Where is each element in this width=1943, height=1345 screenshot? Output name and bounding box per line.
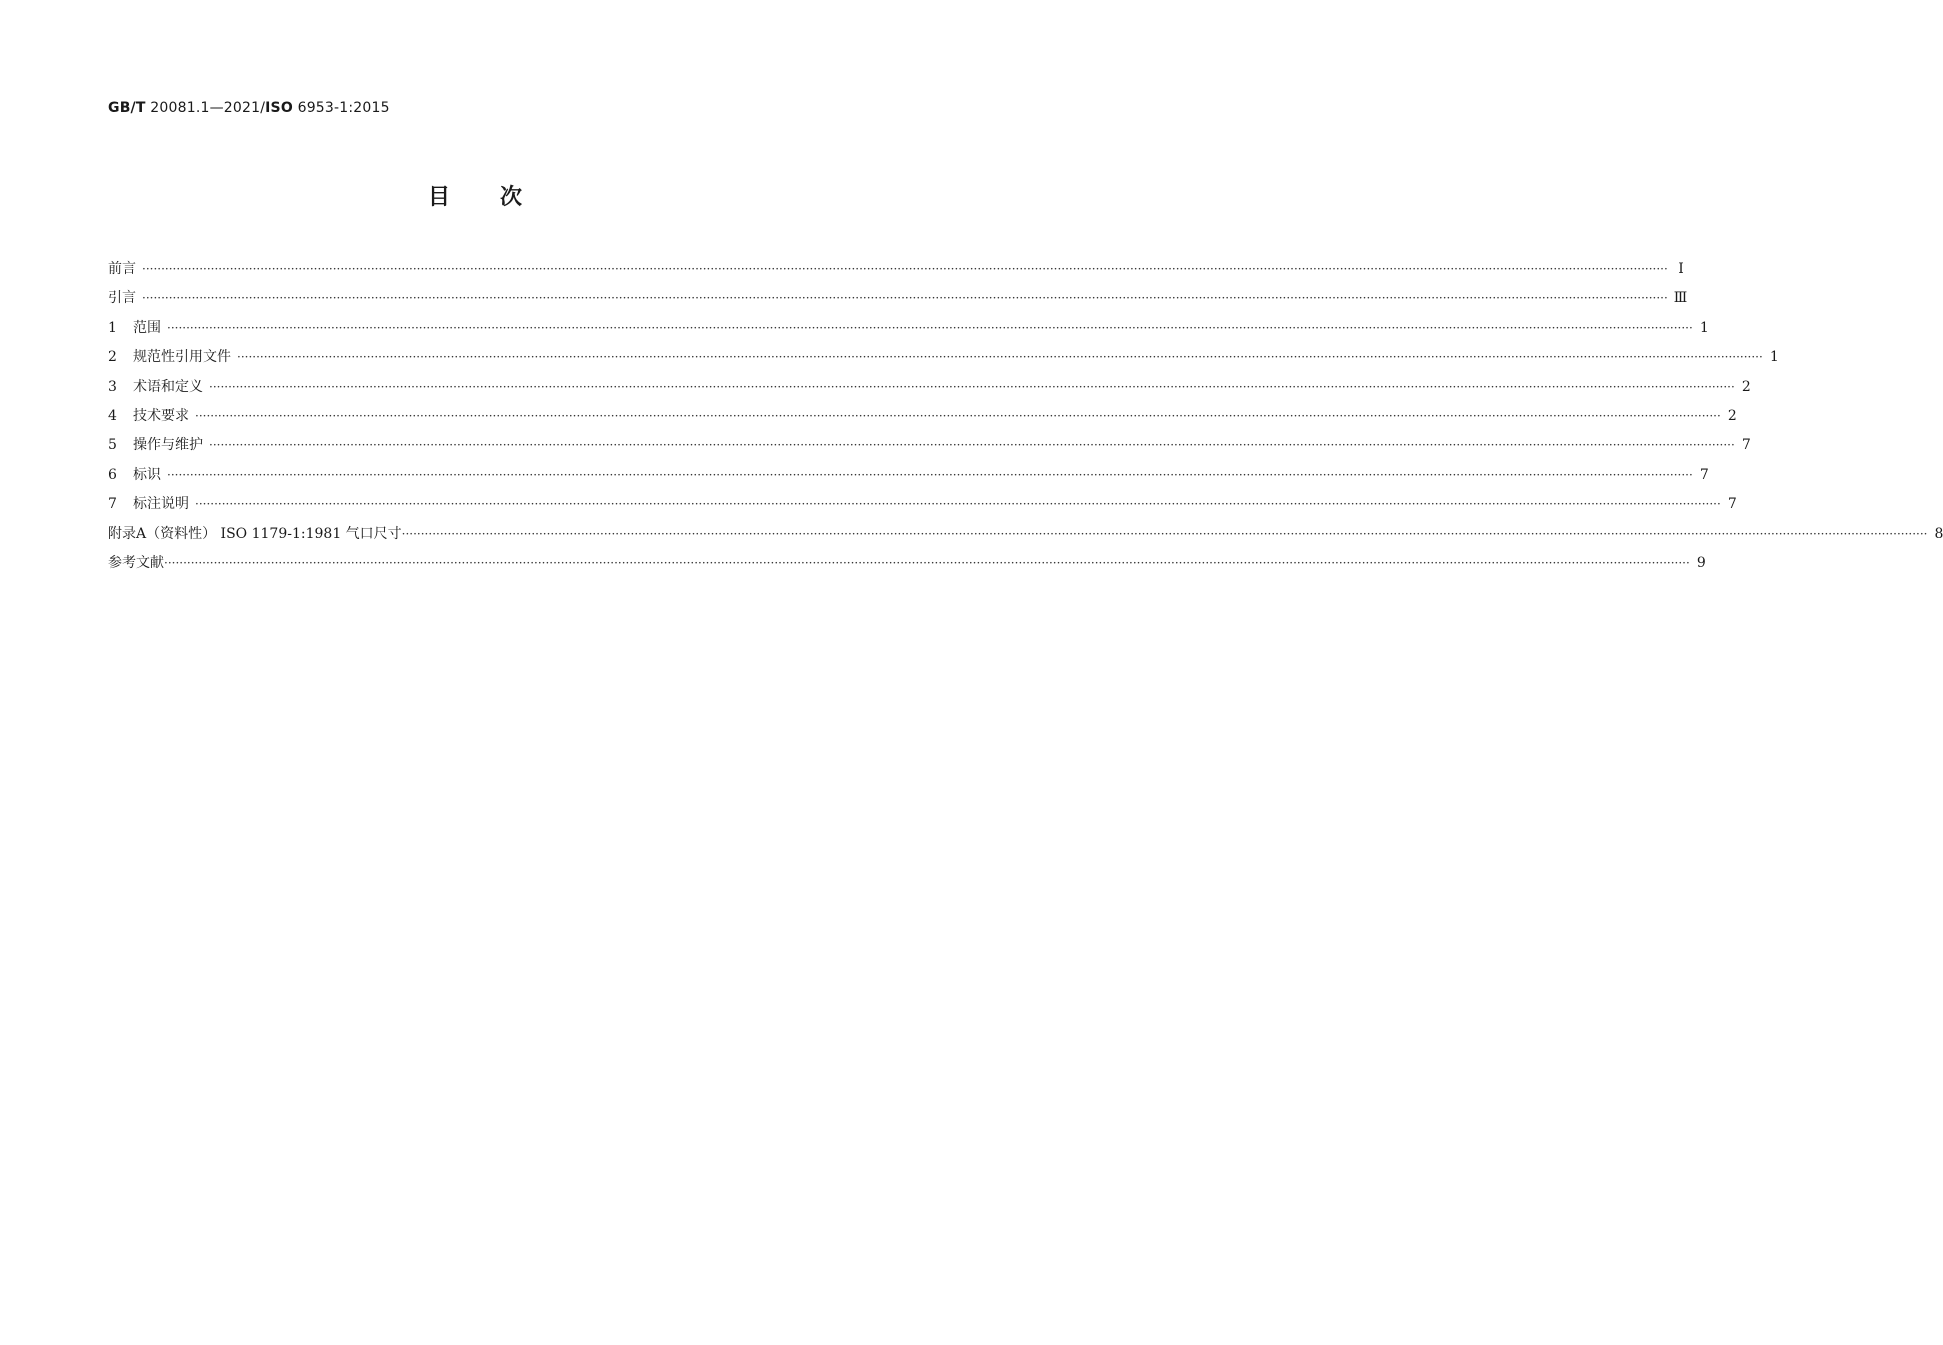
toc-leader-dots: ················································································································································································································································································································································································································	[167, 467, 1693, 482]
toc-entry-foreword[interactable]	[108, 258, 1684, 287]
toc-entry-page: 8	[1934, 525, 1943, 542]
toc-entry-label: 引言	[108, 290, 136, 307]
toc-entry-normative-references[interactable]	[108, 346, 1779, 375]
toc-entry-page: 7	[1699, 466, 1709, 483]
toc-entry-label: 标注说明	[133, 496, 189, 513]
toc-entry-number: 4	[108, 407, 117, 424]
standard-code-iso-number: 6953-1:2015	[292, 100, 390, 116]
toc-entry-label: 技术要求	[133, 407, 189, 424]
toc-entry-identification-statement[interactable]	[108, 493, 1737, 522]
toc-entry-label: 范围	[133, 319, 161, 336]
toc-entry-page: 2	[1727, 407, 1737, 424]
toc-entry-label: 术语和定义	[133, 378, 203, 395]
toc-entry-terms-definitions[interactable]	[108, 376, 1751, 405]
toc-entry-number: 7	[108, 496, 117, 513]
toc-leader-dots: ················································································································································································································································································································································································································	[142, 291, 1668, 306]
toc-entry-page: Ⅲ	[1673, 290, 1688, 307]
toc-entry-number: 5	[108, 437, 117, 454]
toc-entry-number: 6	[108, 466, 117, 483]
toc-entry-scope[interactable]	[108, 317, 1709, 346]
toc-entry-technical-requirements[interactable]	[108, 405, 1737, 434]
toc-entry-bibliography[interactable]	[108, 552, 1706, 581]
toc-entry-operation-maintenance[interactable]	[108, 434, 1751, 463]
toc-entry-page: 9	[1696, 554, 1706, 571]
toc-leader-dots: ················································································································································································································································································································································································································	[237, 350, 1763, 365]
standard-code-iso: ISO	[265, 100, 293, 116]
toc-entry-annex-a[interactable]	[108, 523, 1943, 552]
toc-leader-dots: ················································································································································································································································································································································································································	[164, 555, 1690, 570]
toc-entry-label: 操作与维护	[133, 437, 203, 454]
toc-leader-dots: ················································································································································································································································································································································································································	[195, 408, 1721, 423]
toc-entry-label: 参考文献	[108, 554, 164, 571]
toc-entry-label: 前言	[108, 261, 136, 277]
toc-entry-label: 标识	[133, 466, 161, 483]
toc-entry-number: 1	[108, 319, 117, 336]
toc-entry-page: 7	[1727, 496, 1737, 513]
standard-code-prefix: GB/T	[108, 100, 146, 116]
standard-code-number: 20081.1—2021/	[145, 100, 266, 116]
toc-entry-number: 3	[108, 378, 117, 395]
toc-entry-page: 1	[1699, 319, 1709, 336]
toc-entry-page: 7	[1741, 437, 1751, 454]
toc-entry-introduction[interactable]	[108, 287, 1688, 316]
toc-entry-label: 规范性引用文件	[133, 349, 231, 366]
toc-leader-dots: ················································································································································································································································································································································································································	[142, 262, 1668, 276]
toc-title: 目次	[427, 185, 572, 210]
toc-leader-dots: ················································································································································································································································································································································································································	[209, 379, 1735, 394]
toc-leader-dots: ················································································································································································································································································································································································································	[209, 438, 1735, 453]
toc-entry-page: 1	[1769, 349, 1779, 366]
toc-entry-label: 附录A（资料性） ISO 1179-1:1981 气口尺寸	[108, 525, 402, 542]
toc-entry-page: 2	[1741, 378, 1751, 395]
toc-leader-dots: ················································································································································································································································································································································································································	[401, 526, 1928, 541]
toc-leader-dots: ················································································································································································································································································································································································································	[195, 497, 1721, 512]
toc-entry-marking[interactable]	[108, 464, 1709, 493]
toc-leader-dots: ················································································································································································································································································································································································································	[167, 320, 1693, 335]
toc-entry-page: Ⅰ	[1678, 261, 1684, 277]
toc-entry-number: 2	[108, 349, 117, 366]
standard-code	[108, 100, 390, 116]
table-of-contents	[108, 258, 1943, 581]
